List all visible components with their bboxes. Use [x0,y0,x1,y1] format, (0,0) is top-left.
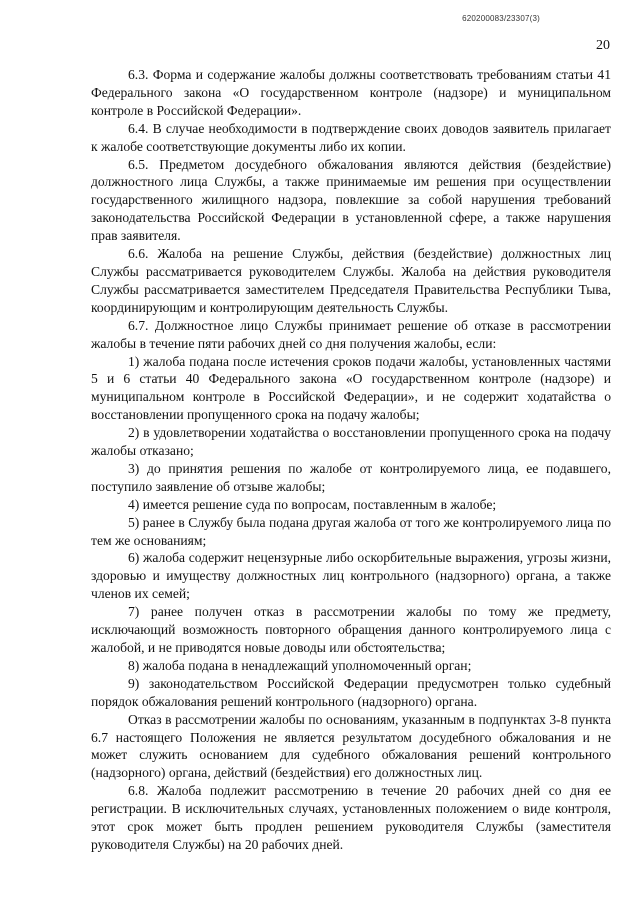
paragraph-6-6: 6.6. Жалоба на решение Службы, действия (бездействие) должностных лиц Службы рассматривается руководителем Службы. Жалоба на действия руководителя Службы рассматривается заместителем Председателя Правительства Республики Тыва, координирующим и контролирующим деятельность Службы. [91,246,611,315]
paragraph-6-7: 6.7. Должностное лицо Службы принимает решение об отказе в рассмотрении жалобы в течение пяти рабочих дней со дня получения жалобы, если: [91,317,611,351]
list-item-3: 3) до принятия решения по жалобе от контролируемого лица, ее подавшего, поступило заявление об отзыве жалобы; [91,460,611,494]
list-item-9: 9) законодательством Российской Федерации предусмотрен только судебный порядок обжалования решений контрольного (надзорного) органа. [91,675,611,709]
paragraph-6-5: 6.5. Предметом досудебного обжалования являются действия (бездействие) должностного лица Службы, а также принимаемые им решения при осуществлении государственного жилищного надзора, повлекшие за собой нарушения требований законодательства Российской Федерации в установленной сфере, а также нарушения прав заявителя. [91,156,611,244]
list-item-8: 8) жалоба подана в ненадлежащий уполномоченный орган; [128,657,472,673]
list-item-4: 4) имеется решение суда по вопросам, поставленным в жалобе; [128,496,497,512]
page-number: 20 [596,38,610,53]
paragraph-6-3: 6.3. Форма и содержание жалобы должны соответствовать требованиям статьи 41 Федерального закона «О государственном контроле (надзоре) и муниципальном контроле в Российской Федерации». [91,67,611,118]
list-item-1: 1) жалоба подана после истечения сроков подачи жалобы, установленных частями 5 и 6 статьи 40 Федерального закона «О государственном контроле (надзоре) и муниципальном контроле в Российской Федерации», и не содержит ходатайства о восстановлении пропущенного срока на подачу жалобы; [91,353,611,423]
paragraph-6-4: 6.4. В случае необходимости в подтверждение своих доводов заявитель прилагает к жалобе соответствующие документы либо их копии. [91,120,611,154]
document-body [91,66,611,854]
document-registration-code: 620200083/23307(3) [462,14,540,23]
list-item-5: 5) ранее в Службу была подана другая жалоба от того же контролируемого лица по тем же основаниям; [91,514,611,548]
list-item-2: 2) в удовлетворении ходатайства о восстановлении пропущенного срока на подачу жалобы отказано; [91,425,611,459]
list-item-7: 7) ранее получен отказ в рассмотрении жалобы по тому же предмету, исключающий возможность повторного обращения данного контролируемого лица с жалобой, и не приводятся новые доводы или обстоятельства; [91,604,611,655]
paragraph-refusal-note: Отказ в рассмотрении жалобы по основаниям, указанным в подпунктах 3-8 пункта 6.7 настоящего Положения не является результатом досудебного обжалования и не может служить основанием для судебного обжалования решений контрольного (надзорного) органа, действий (бездействия) его должностных лиц. [91,711,611,781]
paragraph-6-8: 6.8. Жалоба подлежит рассмотрению в течение 20 рабочих дней со дня ее регистрации. В исключительных случаях, установленных положением о виде контроля, этот срок может быть продлен решением руководителя Службы (заместителя руководителя Службы) на 20 рабочих дней. [91,783,611,852]
list-item-6: 6) жалоба содержит нецензурные либо оскорбительные выражения, угрозы жизни, здоровью и имуществу должностных лиц контрольного (надзорного) органа, а также членов их семей; [91,550,611,602]
